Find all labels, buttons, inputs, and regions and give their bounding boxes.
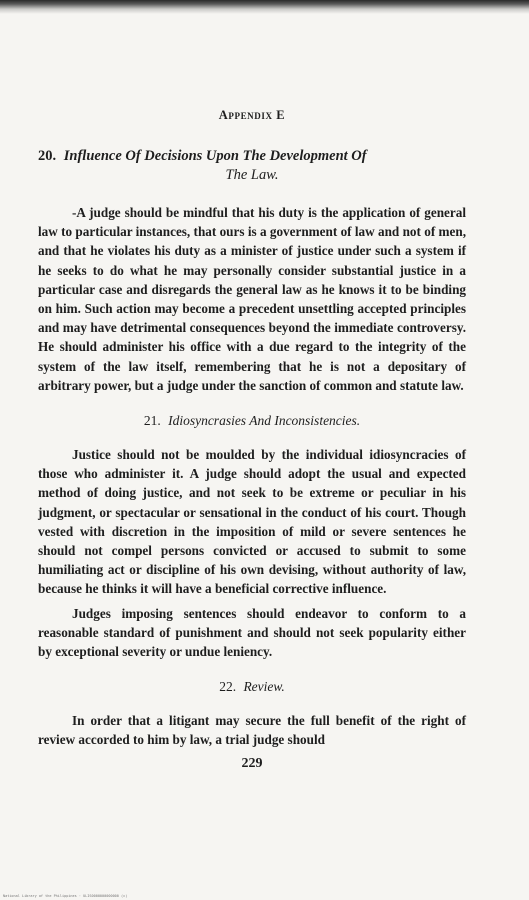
section-22-paragraph-1: In order that a litigant may secure the full benefit of the right of review accorded to him by law, a trial judge should [38,713,466,748]
section-21-title-text: Idiosyncrasies And Inconsistencies. [168,413,361,429]
section-20-title-line1: Influence Of Decisions Upon The Development Of [63,148,367,164]
section-20-title [38,147,466,185]
running-head: Appendix E [218,108,286,122]
section-21-number: 21. [143,413,161,429]
document-page [38,108,466,772]
section-21-paragraph-2: Judges imposing sentences should endeavor to conform to a reasonable standard of punishment and should not seek popularity either by exceptional severity or undue leniency. [38,605,466,660]
section-20-title-line2: The Law. [225,167,279,183]
scan-footer-note: National Library of the Philippines · ULIS0000000000000 (c) [3,894,128,898]
section-21-paragraph-1: Justice should not be moulded by the individual idiosyncracies of those who administer it. A judge should adopt the usual and expected method of doing justice, and not seek to be extreme or peculiar in his judgment, or spectacular or sensational in the conduct of his court. Though vested with discretion in the imposition of mild or severe sentences he should not compel persons convicted or accused to submit to some humiliating act or discipline of his own devising, without authority of law, because he thinks it will have a beneficial corrective influence. [38,447,466,597]
page-number: 229 [241,755,263,771]
section-20-paragraph-1: -A judge should be mindful that his duty is the application of general law to particular instances, that ours is a government of law and not of men, and that he violates his duty as a minister of justice under such a system if he seeks to do what he may personally consider substantial justice in a particular case and disregards the general law as he knows it to be binding on him. Such action may become a precedent unsettling accepted principles and may have detrimental consequences beyond the immediate controversy. He should administer his office with a due regard to the integrity of the system of the law itself, remembering that he is not a depositary of arbitrary power, but a judge under the sanction of common and statute law. [38,205,466,393]
section-22-number: 22. [219,679,237,695]
section-21-title [38,413,466,429]
section-22-title [38,679,466,695]
section-22-title-text: Review. [243,679,285,695]
section-20-number: 20. [38,148,57,164]
scan-top-edge [0,0,529,14]
